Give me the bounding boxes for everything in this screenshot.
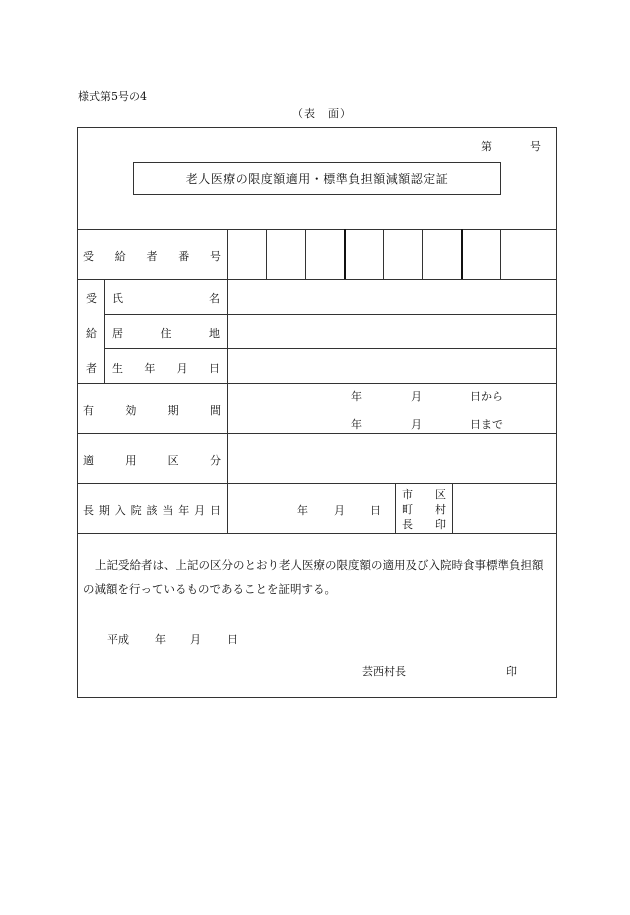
certification-text: 上記受給者は、上記の区分のとおり老人医療の限度額の適用及び入院時食事標準負担額の減額を行っているものであることを証明する。	[83, 558, 544, 596]
cert-number-dai: 第	[481, 140, 492, 153]
valid-from-month: 月	[411, 390, 422, 403]
long-stay-month: 月	[334, 504, 345, 517]
number-cell-divider	[344, 229, 346, 279]
long-stay-label: 長 期 入 院 該 当 年 月 日	[83, 504, 221, 517]
divider	[104, 314, 557, 315]
recipient-side-char: 受	[86, 292, 97, 305]
number-cell-divider	[422, 229, 423, 279]
number-cell-divider	[500, 229, 501, 279]
valid-to-year: 年	[351, 418, 362, 431]
divider	[77, 229, 557, 230]
seal-box-divider	[395, 483, 396, 533]
number-cell-divider	[461, 229, 463, 279]
seal-box-divider	[452, 483, 453, 533]
date-year: 年	[155, 633, 166, 646]
birthdate-label: 生 年 月 日	[112, 362, 220, 375]
recipient-side-char: 者	[86, 362, 97, 375]
category-label: 適 用 区 分	[83, 454, 221, 467]
recipient-side-divider	[104, 279, 105, 383]
recipient-side-char: 給	[86, 327, 97, 340]
number-cell-divider	[305, 229, 306, 279]
valid-to-month: 月	[411, 418, 422, 431]
divider	[77, 383, 557, 384]
address-label: 居 住 地	[112, 327, 220, 340]
number-cell-divider	[383, 229, 384, 279]
date-era: 平成	[107, 633, 129, 646]
divider	[77, 279, 557, 280]
long-stay-day: 日	[370, 504, 381, 517]
cert-number-go: 号	[530, 140, 541, 153]
certificate-title: 老人医療の限度額適用・標準負担額減額認定証	[133, 162, 501, 195]
divider	[77, 533, 557, 534]
label-column-divider	[227, 229, 228, 533]
seal-mark: 印	[506, 665, 517, 678]
name-label: 氏 名	[112, 292, 220, 305]
form-code: 様式第5号の4	[78, 90, 147, 103]
valid-period-label: 有 効 期 間	[83, 404, 221, 417]
seal-label-line1: 市 区	[402, 488, 446, 501]
side-label: （表 面）	[292, 107, 352, 120]
recipient-number-label: 受 給 者 番 号	[83, 250, 221, 263]
divider	[77, 483, 557, 484]
date-month: 月	[190, 633, 201, 646]
valid-to-suffix: 日まで	[470, 418, 503, 431]
divider	[104, 348, 557, 349]
date-day: 日	[227, 633, 238, 646]
number-cell-divider	[266, 229, 267, 279]
divider	[77, 433, 557, 434]
seal-label-line2: 町 村	[402, 503, 446, 516]
valid-from-suffix: 日から	[470, 390, 503, 403]
valid-from-year: 年	[351, 390, 362, 403]
issuer-name: 芸西村長	[362, 665, 406, 678]
long-stay-year: 年	[297, 504, 308, 517]
seal-label-line3: 長 印	[402, 518, 446, 531]
